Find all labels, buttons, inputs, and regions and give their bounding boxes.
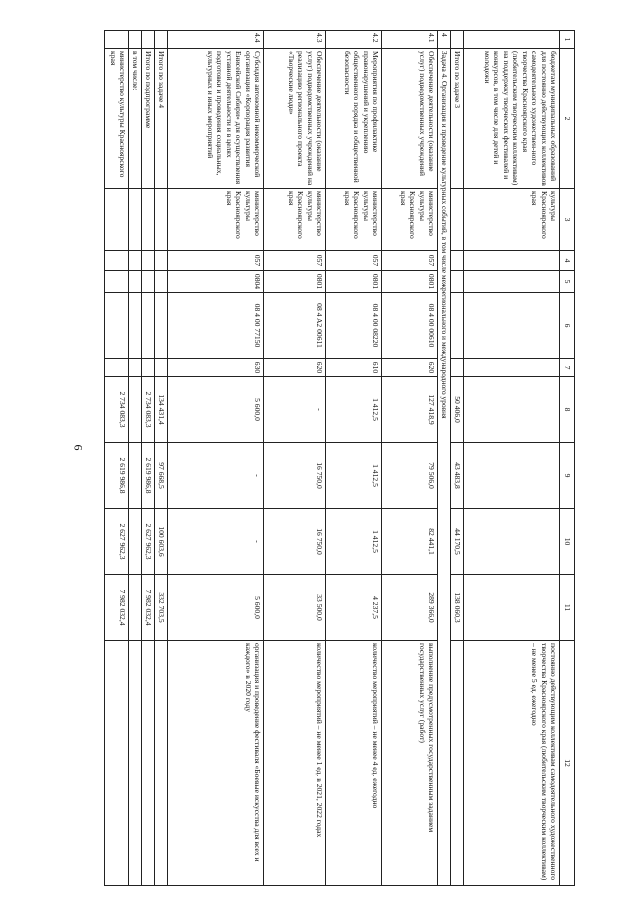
value-total: 5 600,0 bbox=[168, 575, 264, 641]
column-header: 9 bbox=[560, 443, 575, 509]
value-2020: 79 506,0 bbox=[382, 443, 438, 509]
column-header: 2 bbox=[560, 49, 575, 189]
table-row bbox=[129, 31, 142, 886]
value-2019: 50 406,0 bbox=[451, 377, 464, 443]
column-header: 1 bbox=[560, 31, 575, 49]
total-row bbox=[451, 31, 464, 886]
value-2019: 127 418,9 bbox=[382, 377, 438, 443]
value-2020: - bbox=[168, 443, 264, 509]
expected-result: организация и проведение фестиваля «Боевые искусства для всех и каждого» в 2020 году bbox=[168, 641, 264, 886]
csr-code: 08 4 00 77150 bbox=[168, 293, 264, 359]
expected-result: выполнение предусмотренных государственным заданием государственных услуг (работ) bbox=[382, 641, 438, 886]
value-2020: 43 483,8 bbox=[451, 443, 464, 509]
total-label: Итого по подпрограмме bbox=[142, 49, 155, 189]
grbs-code: 057 bbox=[264, 251, 326, 271]
value-2021: 100 603,6 bbox=[155, 509, 168, 575]
activity-name: Субсидия автономной некоммерческой организации «Корпорация развития Енисейской Сибири» для осуществления уставной деятельности и в целях подготовки и проведения социальных, культурных и иных мероприятий bbox=[168, 49, 264, 189]
value-2021: 44 170,5 bbox=[451, 509, 464, 575]
csr-code: 08 4 A2 00611 bbox=[264, 293, 326, 359]
executor: культуры Красноярского края bbox=[464, 189, 560, 251]
total-label: министерство культуры Красноярского края bbox=[105, 49, 129, 189]
value-2020: 97 668,5 bbox=[155, 443, 168, 509]
executor: министерство культуры Красноярского края bbox=[326, 189, 382, 251]
value-total: 332 703,5 bbox=[155, 575, 168, 641]
value-total: 33 500,0 bbox=[264, 575, 326, 641]
value-total: 4 237,5 bbox=[326, 575, 382, 641]
executor: министерство культуры Красноярского края bbox=[168, 189, 264, 251]
table-row bbox=[464, 31, 560, 886]
expected-result: количество мероприятий – не менее 1 ед. в 2021, 2022 годах bbox=[264, 641, 326, 886]
page-number: 6 bbox=[71, 444, 86, 451]
value-2021: 82 441,1 bbox=[382, 509, 438, 575]
rotated-page bbox=[60, 30, 575, 885]
row-number: 4.3 bbox=[264, 31, 326, 49]
value-2019: 5 600,0 bbox=[168, 377, 264, 443]
activity-name: бюджетам муниципальных образований для постоянно действующих коллективов самодеятельного художествен-ного творчества Красноярского края (любительским творческим коллективам) на поддержку творческих фестивалей и конкурсов, в том числе для детей и молодежи bbox=[464, 49, 560, 189]
total-row bbox=[142, 31, 155, 886]
total-label: Итого по задаче 3 bbox=[451, 49, 464, 189]
activity-name: Обеспечение деятельности (оказание услуг) подведомственных учреждений bbox=[382, 49, 438, 189]
total-label: Итого по задаче 4 bbox=[155, 49, 168, 189]
grbs-code: 057 bbox=[382, 251, 438, 271]
rzpr-code: 0801 bbox=[382, 271, 438, 293]
value-2021: 16 750,0 bbox=[264, 509, 326, 575]
section-number: 4 bbox=[438, 31, 451, 49]
table-row bbox=[382, 31, 438, 886]
expected-result: количество мероприятий – не менее 4 ед. ежегодно bbox=[326, 641, 382, 886]
expected-result: постоянно действующим коллективам самодеятельного художественного творчества Красноярского края (любительским творческим коллективам) – не менее 5 ед. ежегодно bbox=[464, 641, 560, 886]
column-header: 11 bbox=[560, 575, 575, 641]
value-2019: 2 734 083,3 bbox=[142, 377, 155, 443]
activity-name: Обеспечение деятельности (оказание услуг) подведомственных учреждений на реализацию регионального проекта «Творческие люди» bbox=[264, 49, 326, 189]
value-2019: - bbox=[264, 377, 326, 443]
column-header: 8 bbox=[560, 377, 575, 443]
value-total: 289 366,0 bbox=[382, 575, 438, 641]
activity-name: Мероприятия по профилактике правонарушений и укреплению общественного порядка и общественной безопасности bbox=[326, 49, 382, 189]
value-2019: 1 412,5 bbox=[326, 377, 382, 443]
value-total: 7 982 032,4 bbox=[142, 575, 155, 641]
vr-code: 630 bbox=[168, 359, 264, 377]
column-header: 6 bbox=[560, 293, 575, 359]
column-header: 10 bbox=[560, 509, 575, 575]
rzpr-code: 0801 bbox=[326, 271, 382, 293]
grbs-code: 057 bbox=[168, 251, 264, 271]
executor: министерство культуры Красноярского края bbox=[264, 189, 326, 251]
row-number: 4.4 bbox=[168, 31, 264, 49]
row-number: 4.1 bbox=[382, 31, 438, 49]
value-total: 7 982 032,4 bbox=[105, 575, 129, 641]
executor: министерство культуры Красноярского края bbox=[382, 189, 438, 251]
value-2019: 2 734 083,3 bbox=[105, 377, 129, 443]
csr-code: 08 4 00 08220 bbox=[326, 293, 382, 359]
including-label: в том числе: bbox=[129, 49, 142, 189]
table-row bbox=[264, 31, 326, 886]
column-header: 7 bbox=[560, 359, 575, 377]
vr-code: 620 bbox=[264, 359, 326, 377]
value-2020: 2 619 986,8 bbox=[105, 443, 129, 509]
subprogram-activities-table bbox=[104, 30, 575, 886]
value-2021: 1 412,5 bbox=[326, 509, 382, 575]
rzpr-code: 0804 bbox=[168, 271, 264, 293]
column-header: 4 bbox=[560, 251, 575, 271]
value-2020: 16 750,0 bbox=[264, 443, 326, 509]
rzpr-code: 0801 bbox=[264, 271, 326, 293]
total-row bbox=[105, 31, 129, 886]
value-2019: 134 431,4 bbox=[155, 377, 168, 443]
vr-code: 610 bbox=[326, 359, 382, 377]
value-2021: 2 627 962,3 bbox=[105, 509, 129, 575]
value-2021: 2 627 962,3 bbox=[142, 509, 155, 575]
value-total: 138 060,3 bbox=[451, 575, 464, 641]
grbs-code: 057 bbox=[326, 251, 382, 271]
csr-code: 08 4 00 00610 bbox=[382, 293, 438, 359]
value-2020: 1 412,5 bbox=[326, 443, 382, 509]
row-number: 4.2 bbox=[326, 31, 382, 49]
table-row bbox=[326, 31, 382, 886]
column-header: 12 bbox=[560, 641, 575, 886]
header-row bbox=[560, 31, 575, 886]
column-header: 5 bbox=[560, 271, 575, 293]
section-row bbox=[438, 31, 451, 886]
value-2020: 2 619 986,8 bbox=[142, 443, 155, 509]
vr-code: 620 bbox=[382, 359, 438, 377]
column-header: 3 bbox=[560, 189, 575, 251]
value-2021: - bbox=[168, 509, 264, 575]
table-row bbox=[168, 31, 264, 886]
total-row bbox=[155, 31, 168, 886]
section-title: Задача 4. Организация и проведение культурных событий, в том числе межрегионального и международного уровня bbox=[438, 49, 451, 886]
